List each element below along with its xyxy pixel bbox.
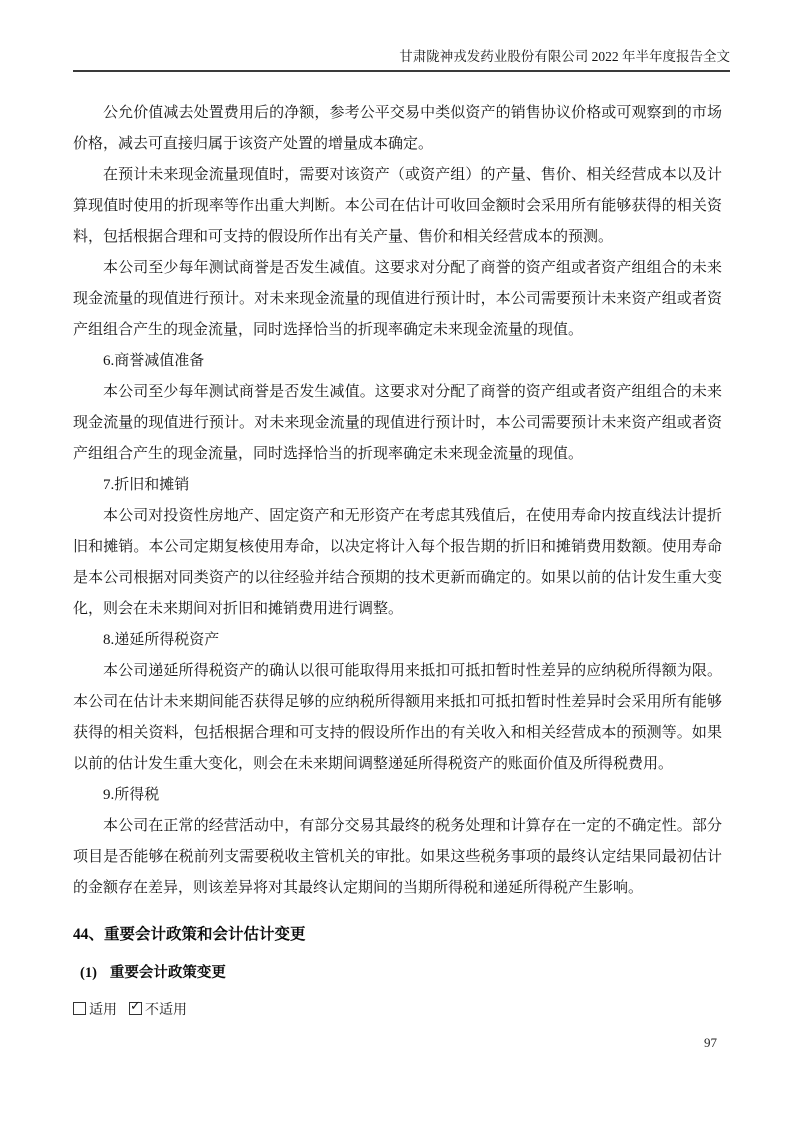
paragraph: 本公司至少每年测试商誉是否发生减值。这要求对分配了商誉的资产组或者资产组组合的未来现金流量的现值进行预计。对未来现金流量的现值进行预计时，本公司需要预计未来资产组或者资产组组合产生的现金流量，同时选择恰当的折现率确定未来现金流量的现值。 bbox=[73, 260, 722, 338]
paragraph: 本公司递延所得税资产的确认以很可能取得用来抵扣可抵扣暂时性差异的应纳税所得额为限。本公司在估计未来期间能否获得足够的应纳税所得额用来抵扣可抵扣暂时性差异时会采用所有能够获得的相关资料，包括根据合理和可支持的假设所作出的有关收入和相关经营成本的预测等。如果以前的估计发生重大变化，则会在未来期间调整递延所得税资产的账面价值及所得税费用。 bbox=[73, 663, 722, 772]
applicable-label: 适用 bbox=[89, 1001, 117, 1017]
section-heading: 44、重要会计政策和会计估计变更 bbox=[73, 926, 306, 943]
not-applicable-label: 不适用 bbox=[145, 1001, 187, 1017]
applicability-row bbox=[73, 994, 722, 1025]
paragraph: 本公司在正常的经营活动中，有部分交易其最终的税务处理和计算存在一定的不确定性。部分项目是否能够在税前列支需要税收主管机关的审批。如果这些税务事项的最终认定结果同最初估计的金额存在差异，则该差异将对其最终认定期间的当期所得税和递延所得税产生影响。 bbox=[73, 818, 722, 896]
paragraph: 在预计未来现金流量现值时，需要对该资产（或资产组）的产量、售价、相关经营成本以及计算现值时使用的折现率等作出重大判断。本公司在估计可收回金额时会采用所有能够获得的相关资料，包括根据合理和可支持的假设所作出有关产量、售价和相关经营成本的预测。 bbox=[73, 167, 722, 245]
clause-heading-income-tax: 9.所得税 bbox=[103, 787, 160, 803]
page-header bbox=[73, 0, 730, 72]
checkbox-unchecked-icon bbox=[73, 1002, 86, 1015]
document-body bbox=[73, 98, 722, 1025]
check-mark: ✓ bbox=[130, 999, 141, 1014]
subsection-title: 重要会计政策变更 bbox=[109, 965, 226, 981]
page-number: 97 bbox=[704, 1035, 717, 1050]
clause-heading-depreciation-amortization: 7.折旧和摊销 bbox=[103, 477, 190, 493]
subsection-heading bbox=[80, 958, 722, 989]
checkbox-checked-icon bbox=[129, 999, 142, 1015]
clause-heading-deferred-tax-assets: 8.递延所得税资产 bbox=[103, 632, 220, 648]
paragraph: 本公司对投资性房地产、固定资产和无形资产在考虑其残值后，在使用寿命内按直线法计提折旧和摊销。本公司定期复核使用寿命，以决定将计入每个报告期的折旧和摊销费用数额。使用寿命是本公司根据对同类资产的以往经验并结合预期的技术更新而确定的。如果以前的估计发生重大变化，则会在未来期间对折旧和摊销费用进行调整。 bbox=[73, 508, 722, 617]
header-title: 甘肃陇神戎发药业股份有限公司 2022 年半年度报告全文 bbox=[399, 49, 730, 64]
clause-heading-goodwill-impairment: 6.商誉减值准备 bbox=[103, 353, 205, 369]
subsection-number: (1) bbox=[80, 965, 97, 981]
paragraph: 本公司至少每年测试商誉是否发生减值。这要求对分配了商誉的资产组或者资产组组合的未来现金流量的现值进行预计。对未来现金流量的现值进行预计时，本公司需要预计未来资产组或者资产组组合产生的现金流量，同时选择恰当的折现率确定未来现金流量的现值。 bbox=[73, 384, 722, 462]
paragraph: 公允价值减去处置费用后的净额，参考公平交易中类似资产的销售协议价格或可观察到的市场价格，减去可直接归属于该资产处置的增量成本确定。 bbox=[73, 105, 722, 152]
